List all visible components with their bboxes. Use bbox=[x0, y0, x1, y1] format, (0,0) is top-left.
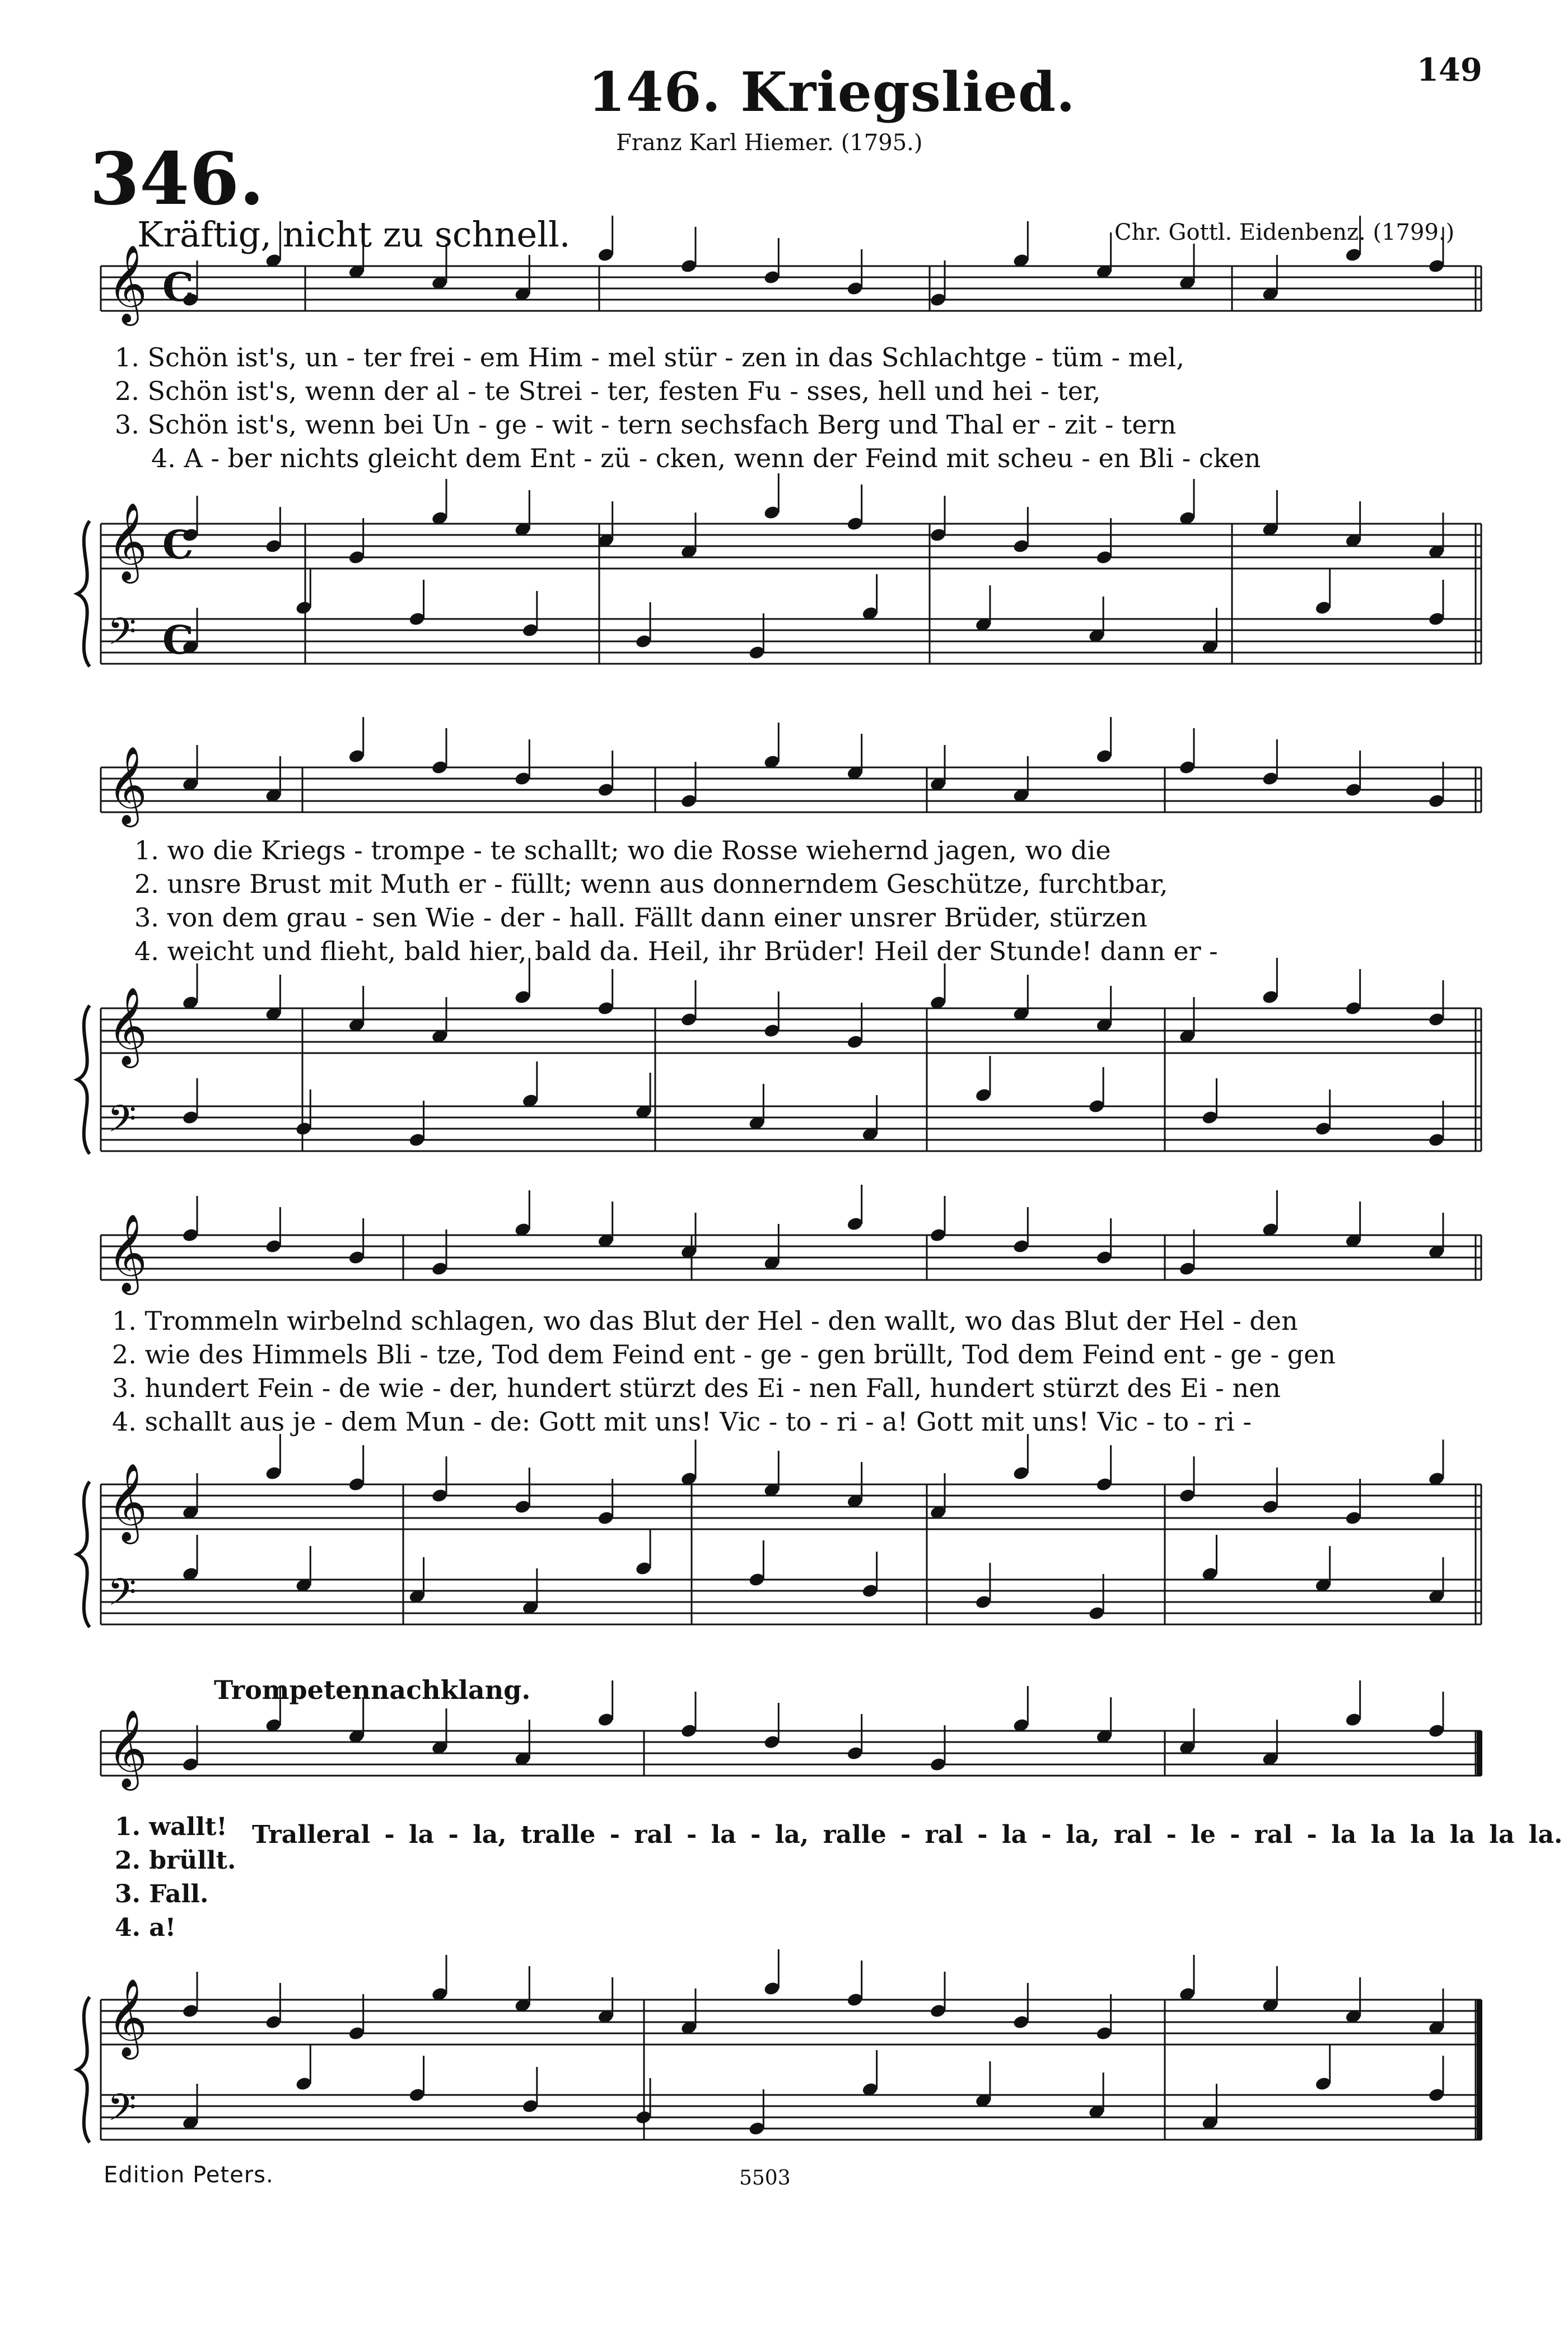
ending-verse-3: 3. Fall. bbox=[115, 1880, 209, 1908]
lyric-verse-3: 3. Schön ist's, wenn bei Un - ge - wit - tern sechsfach Berg und Thal er - zit - tern bbox=[115, 409, 1177, 440]
treble-clef: 𝄞 bbox=[108, 502, 147, 580]
time-signature: C bbox=[162, 617, 194, 663]
piano-brace bbox=[77, 1482, 90, 1627]
piano-brace bbox=[77, 521, 90, 667]
bass-clef: 𝄢 bbox=[108, 610, 137, 662]
ending-verse-1: 1. wallt! bbox=[115, 1813, 227, 1841]
bass-clef: 𝄢 bbox=[108, 1097, 137, 1149]
treble-clef: 𝄞 bbox=[108, 1463, 147, 1541]
lyric-verse-1: 1. wo die Kriegs - trompe - te schallt; wo die Rosse wiehernd jagen, wo die bbox=[134, 835, 1111, 865]
treble-clef: 𝄞 bbox=[108, 746, 147, 824]
refrain-lyric: Tralleral - la - la, tralle - ral - la - la, ralle - ral - la - la, ral - le - ral - la la la la la la. bbox=[252, 1820, 1563, 1849]
plate-number: 5503 bbox=[739, 2167, 791, 2190]
time-signature: C bbox=[162, 264, 194, 310]
piano-brace bbox=[77, 1997, 90, 2143]
song-number: 346. bbox=[90, 137, 264, 221]
bass-clef: 𝄢 bbox=[108, 1571, 137, 1623]
treble-clef: 𝄞 bbox=[108, 1978, 147, 2056]
time-signature: C bbox=[162, 521, 194, 568]
section-heading: Trompetennachklang. bbox=[214, 1675, 531, 1705]
ending-verse-4: 4. a! bbox=[115, 1913, 176, 1942]
lyric-verse-4: 4. weicht und flieht, bald hier, bald da. Heil, ihr Brüder! Heil der Stunde! dann er - bbox=[134, 936, 1218, 966]
page-number: 149 bbox=[1417, 52, 1482, 89]
treble-clef: 𝄞 bbox=[108, 245, 147, 323]
treble-clef: 𝄞 bbox=[108, 1214, 147, 1292]
final-barline bbox=[1477, 1731, 1482, 1776]
publisher-name: Edition Peters. bbox=[104, 2162, 274, 2188]
song-title: 146. Kriegslied. bbox=[588, 60, 1076, 124]
lyric-verse-2: 2. Schön ist's, wenn der al - te Strei - ter, festen Fu - sses, hell und hei - ter, bbox=[115, 376, 1101, 406]
composer-credit: Chr. Gottl. Eidenbenz. (1799.) bbox=[1114, 220, 1455, 245]
ending-verse-2: 2. brüllt. bbox=[115, 1846, 236, 1875]
lyric-verse-1: 1. Schön ist's, un - ter frei - em Him - mel stür - zen in das Schlachtge - tüm - mel, bbox=[115, 342, 1184, 372]
lyric-verse-2: 2. unsre Brust mit Muth er - füllt; wenn aus donnerndem Geschütze, furchtbar, bbox=[134, 869, 1168, 899]
tempo-marking: Kräftig, nicht zu schnell. bbox=[137, 214, 571, 255]
treble-clef: 𝄞 bbox=[108, 1710, 147, 1787]
lyric-verse-4: 4. schallt aus je - dem Mun - de: Gott mit uns! Vic - to - ri - a! Gott mit uns! Vic - to - ri - bbox=[112, 1407, 1252, 1437]
treble-clef: 𝄞 bbox=[108, 987, 147, 1065]
lyric-verse-2: 2. wie des Himmels Bli - tze, Tod dem Feind ent - ge - gen brüllt, Tod dem Feind ent - ge - gen bbox=[112, 1339, 1336, 1370]
bass-clef: 𝄢 bbox=[108, 2086, 137, 2138]
lyricist-credit: Franz Karl Hiemer. (1795.) bbox=[616, 130, 923, 156]
lyric-verse-4: 4. A - ber nichts gleicht dem Ent - zü - cken, wenn der Feind mit scheu - en Bli - cken bbox=[151, 443, 1261, 473]
lyric-verse-3: 3. von dem grau - sen Wie - der - hall. Fällt dann einer unsrer Brüder, stürzen bbox=[134, 902, 1147, 933]
lyric-verse-1: 1. Trommeln wirbelnd schlagen, wo das Blut der Hel - den wallt, wo das Blut der Hel - den bbox=[112, 1306, 1298, 1336]
piano-brace bbox=[77, 1005, 90, 1154]
final-barline bbox=[1477, 2000, 1482, 2140]
lyric-verse-3: 3. hundert Fein - de wie - der, hundert stürzt des Ei - nen Fall, hundert stürzt des Ei - nen bbox=[112, 1373, 1281, 1403]
